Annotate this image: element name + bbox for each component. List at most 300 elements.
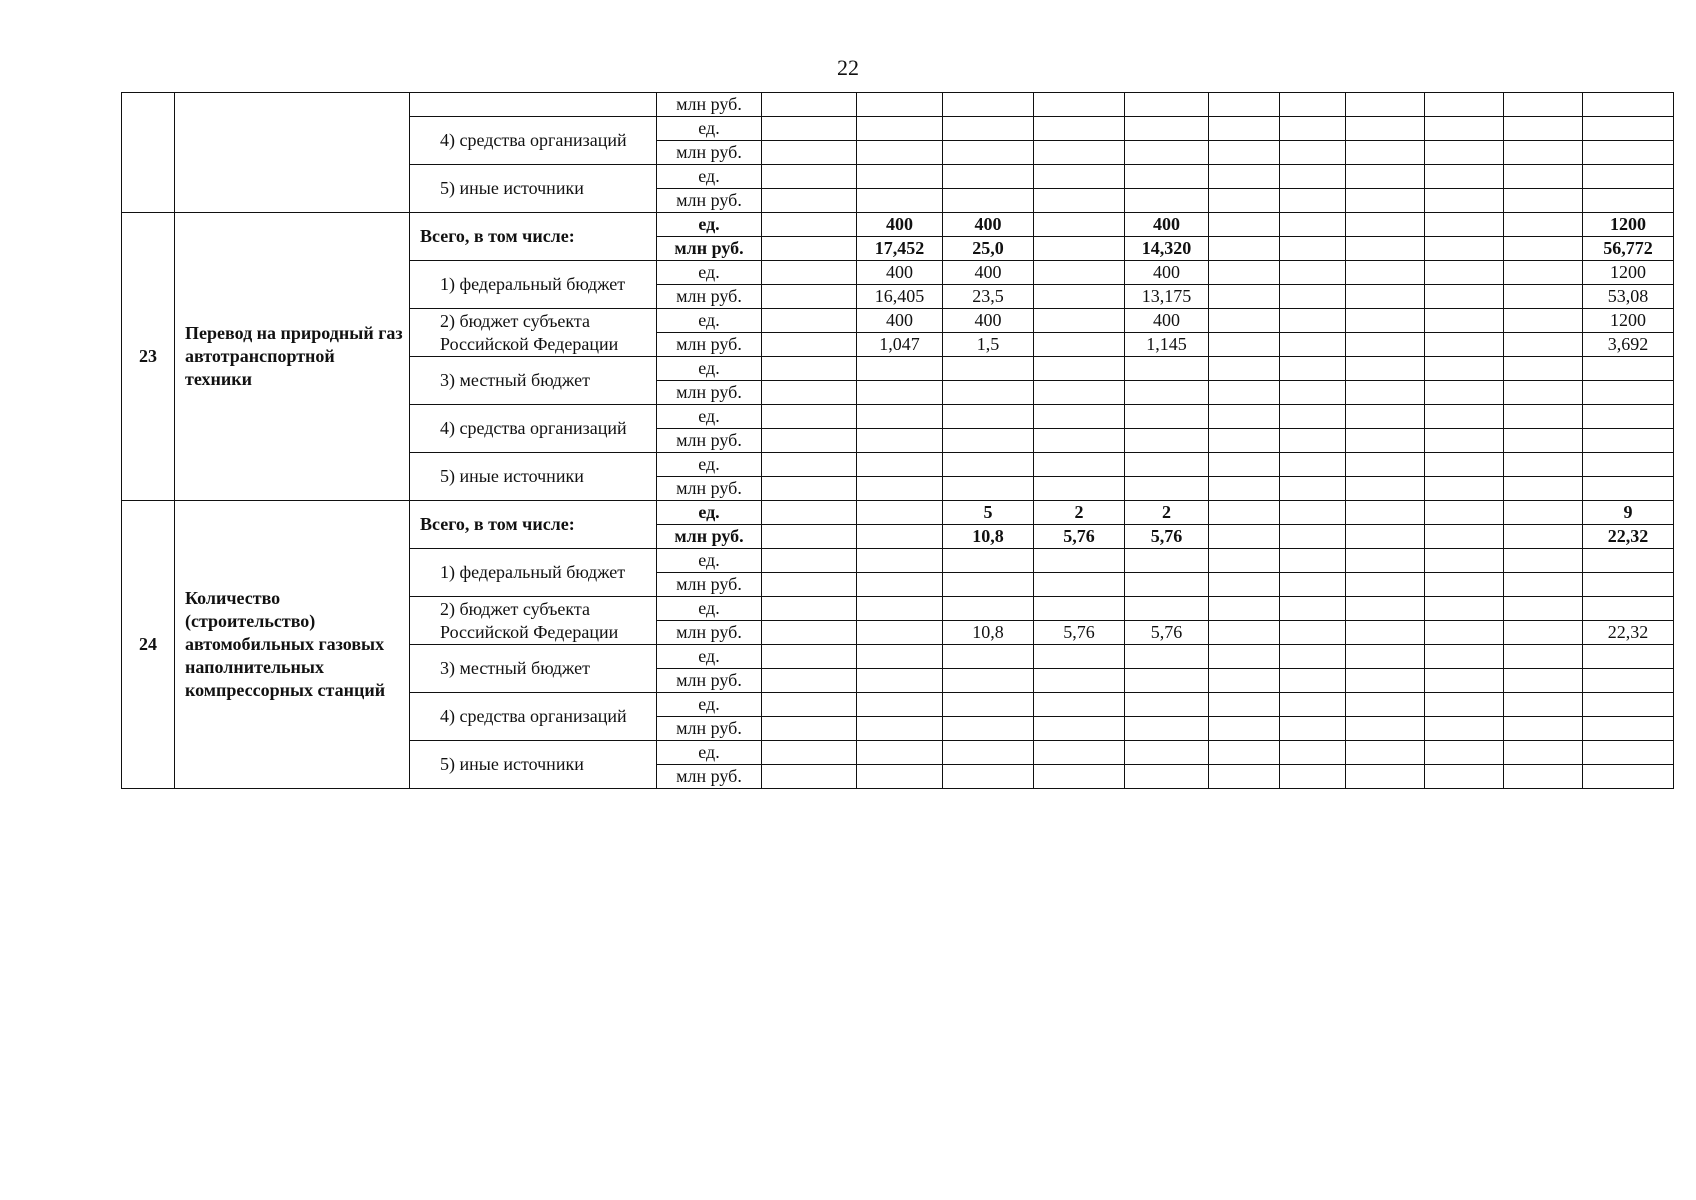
unit-cell: млн руб. <box>657 237 762 261</box>
value-cell <box>1504 621 1583 645</box>
value-cell <box>1346 669 1425 693</box>
unit-cell: ед. <box>657 309 762 333</box>
value-cell <box>1125 669 1209 693</box>
value-cell <box>1583 93 1674 117</box>
value-cell <box>1209 765 1280 789</box>
value-cell <box>1425 285 1504 309</box>
value-cell <box>1280 741 1346 765</box>
source-cell <box>410 117 657 165</box>
value-cell: 22,32 <box>1583 525 1674 549</box>
value-cell <box>1504 333 1583 357</box>
value-cell <box>1346 645 1425 669</box>
value-cell <box>1125 453 1209 477</box>
value-cell <box>1034 573 1125 597</box>
value-cell <box>1209 573 1280 597</box>
value-cell <box>1125 765 1209 789</box>
value-cell <box>1280 165 1346 189</box>
value-cell <box>762 309 857 333</box>
value-cell <box>1125 405 1209 429</box>
table-row <box>122 213 1674 237</box>
value-cell: 5 <box>943 501 1034 525</box>
value-cell <box>1504 477 1583 501</box>
value-cell <box>943 93 1034 117</box>
value-cell <box>1034 285 1125 309</box>
value-cell <box>762 717 857 741</box>
value-cell <box>857 429 943 453</box>
value-cell <box>1346 501 1425 525</box>
value-cell <box>1280 285 1346 309</box>
value-cell <box>1346 237 1425 261</box>
value-cell <box>1425 381 1504 405</box>
source-cell <box>410 693 657 741</box>
value-cell <box>762 453 857 477</box>
value-cell <box>1504 669 1583 693</box>
value-cell <box>762 141 857 165</box>
unit-cell: млн руб. <box>657 525 762 549</box>
value-cell: 17,452 <box>857 237 943 261</box>
source-cell <box>410 549 657 597</box>
value-cell <box>1425 765 1504 789</box>
value-cell <box>943 429 1034 453</box>
value-cell <box>857 93 943 117</box>
value-cell <box>1209 117 1280 141</box>
source-cell <box>410 309 657 357</box>
value-cell <box>1034 381 1125 405</box>
value-cell <box>1346 261 1425 285</box>
value-cell <box>857 141 943 165</box>
value-cell <box>1034 765 1125 789</box>
unit-cell: ед. <box>657 405 762 429</box>
value-cell <box>762 93 857 117</box>
value-cell <box>1280 549 1346 573</box>
source-label: 4) средства организаций <box>440 706 627 726</box>
value-cell <box>1034 93 1125 117</box>
unit-cell: ед. <box>657 165 762 189</box>
value-cell <box>1209 477 1280 501</box>
value-cell <box>1034 309 1125 333</box>
value-cell <box>1280 333 1346 357</box>
value-cell <box>1504 549 1583 573</box>
value-cell <box>1583 357 1674 381</box>
funding-table <box>121 92 1674 789</box>
value-cell <box>1034 117 1125 141</box>
value-cell <box>1280 189 1346 213</box>
value-cell <box>1280 117 1346 141</box>
unit-cell: млн руб. <box>657 765 762 789</box>
value-cell <box>1425 597 1504 621</box>
value-cell <box>943 405 1034 429</box>
value-cell <box>1280 501 1346 525</box>
value-cell <box>1583 645 1674 669</box>
value-cell <box>943 141 1034 165</box>
value-cell <box>1583 477 1674 501</box>
value-cell <box>1504 645 1583 669</box>
value-cell <box>762 333 857 357</box>
value-cell <box>943 357 1034 381</box>
value-cell <box>1583 741 1674 765</box>
value-cell <box>1125 693 1209 717</box>
value-cell <box>1209 189 1280 213</box>
source-cell <box>410 261 657 309</box>
value-cell <box>1280 717 1346 741</box>
value-cell <box>1425 189 1504 213</box>
value-cell <box>1583 381 1674 405</box>
source-label: 4) средства организаций <box>440 418 627 438</box>
value-cell <box>1280 645 1346 669</box>
value-cell <box>762 165 857 189</box>
value-cell: 22,32 <box>1583 621 1674 645</box>
value-cell <box>762 429 857 453</box>
value-cell <box>1280 525 1346 549</box>
source-cell <box>410 597 657 645</box>
source-label: Всего, в том числе: <box>420 514 575 534</box>
value-cell <box>1125 117 1209 141</box>
value-cell <box>943 165 1034 189</box>
value-cell: 400 <box>857 213 943 237</box>
value-cell: 5,76 <box>1125 525 1209 549</box>
value-cell <box>762 477 857 501</box>
value-cell <box>1425 429 1504 453</box>
value-cell <box>1504 741 1583 765</box>
value-cell <box>1425 477 1504 501</box>
value-cell <box>1034 717 1125 741</box>
source-label: 5) иные источники <box>440 754 584 774</box>
value-cell <box>1209 645 1280 669</box>
value-cell <box>1346 525 1425 549</box>
value-cell <box>1280 237 1346 261</box>
value-cell <box>1504 117 1583 141</box>
value-cell <box>1346 621 1425 645</box>
value-cell <box>857 453 943 477</box>
row-title-cell: Количество (строительство) автомобильных газовых наполнительных компрессорных станций <box>175 501 410 789</box>
value-cell <box>1280 693 1346 717</box>
value-cell: 16,405 <box>857 285 943 309</box>
value-cell: 400 <box>1125 261 1209 285</box>
value-cell <box>1125 381 1209 405</box>
value-cell <box>1125 93 1209 117</box>
value-cell <box>1425 309 1504 333</box>
value-cell <box>762 525 857 549</box>
unit-cell: ед. <box>657 453 762 477</box>
value-cell <box>762 213 857 237</box>
value-cell <box>1425 525 1504 549</box>
source-label: 5) иные источники <box>440 466 584 486</box>
value-cell <box>1280 597 1346 621</box>
value-cell <box>1209 213 1280 237</box>
value-cell <box>1209 309 1280 333</box>
value-cell <box>762 621 857 645</box>
value-cell <box>1209 261 1280 285</box>
value-cell <box>943 573 1034 597</box>
value-cell <box>1583 549 1674 573</box>
value-cell <box>857 381 943 405</box>
value-cell <box>1209 429 1280 453</box>
value-cell <box>857 717 943 741</box>
value-cell <box>762 549 857 573</box>
value-cell <box>943 765 1034 789</box>
value-cell <box>762 381 857 405</box>
value-cell <box>943 477 1034 501</box>
unit-cell: млн руб. <box>657 717 762 741</box>
value-cell <box>1125 573 1209 597</box>
value-cell <box>1504 93 1583 117</box>
value-cell: 400 <box>943 261 1034 285</box>
value-cell <box>1425 453 1504 477</box>
value-cell: 1,047 <box>857 333 943 357</box>
value-cell <box>943 693 1034 717</box>
value-cell: 400 <box>857 309 943 333</box>
value-cell: 13,175 <box>1125 285 1209 309</box>
value-cell <box>1034 741 1125 765</box>
value-cell <box>1425 117 1504 141</box>
source-label: 1) федеральный бюджет <box>440 562 626 582</box>
value-cell <box>857 165 943 189</box>
source-cell <box>410 165 657 213</box>
value-cell <box>1583 717 1674 741</box>
value-cell <box>857 573 943 597</box>
value-cell <box>1209 453 1280 477</box>
value-cell <box>1425 333 1504 357</box>
value-cell <box>1425 549 1504 573</box>
value-cell <box>1034 645 1125 669</box>
value-cell <box>1504 381 1583 405</box>
value-cell <box>1209 549 1280 573</box>
value-cell <box>1504 717 1583 741</box>
value-cell <box>1583 117 1674 141</box>
value-cell <box>1280 453 1346 477</box>
unit-cell: млн руб. <box>657 333 762 357</box>
value-cell <box>1034 405 1125 429</box>
value-cell <box>1346 429 1425 453</box>
value-cell <box>857 357 943 381</box>
value-cell <box>943 669 1034 693</box>
value-cell <box>1125 645 1209 669</box>
unit-cell: млн руб. <box>657 477 762 501</box>
value-cell <box>857 549 943 573</box>
value-cell <box>1034 597 1125 621</box>
value-cell <box>943 381 1034 405</box>
unit-cell: млн руб. <box>657 189 762 213</box>
value-cell <box>1504 165 1583 189</box>
value-cell <box>1583 453 1674 477</box>
source-cell <box>410 213 657 261</box>
row-number-cell <box>122 93 175 213</box>
value-cell <box>1209 525 1280 549</box>
value-cell <box>1280 405 1346 429</box>
value-cell <box>1034 357 1125 381</box>
value-cell <box>1034 477 1125 501</box>
value-cell <box>1209 285 1280 309</box>
unit-cell: ед. <box>657 693 762 717</box>
value-cell <box>1209 741 1280 765</box>
value-cell <box>1346 117 1425 141</box>
value-cell <box>1425 669 1504 693</box>
value-cell <box>1583 189 1674 213</box>
value-cell <box>1425 501 1504 525</box>
value-cell: 2 <box>1034 501 1125 525</box>
value-cell: 5,76 <box>1034 525 1125 549</box>
row-title-cell: Перевод на природный газ автотранспортной техники <box>175 213 410 501</box>
value-cell <box>1209 93 1280 117</box>
value-cell <box>1034 213 1125 237</box>
value-cell <box>1034 333 1125 357</box>
table-body <box>122 93 1674 789</box>
value-cell <box>1425 357 1504 381</box>
unit-cell: ед. <box>657 597 762 621</box>
value-cell <box>1125 165 1209 189</box>
value-cell <box>1209 597 1280 621</box>
value-cell <box>1346 357 1425 381</box>
value-cell <box>762 357 857 381</box>
value-cell: 1,145 <box>1125 333 1209 357</box>
value-cell <box>1280 93 1346 117</box>
value-cell <box>1034 141 1125 165</box>
value-cell <box>1504 213 1583 237</box>
value-cell <box>1583 165 1674 189</box>
value-cell <box>1504 693 1583 717</box>
value-cell <box>762 597 857 621</box>
value-cell: 1200 <box>1583 261 1674 285</box>
value-cell <box>1504 357 1583 381</box>
unit-cell: млн руб. <box>657 381 762 405</box>
value-cell <box>1346 741 1425 765</box>
value-cell <box>1346 405 1425 429</box>
value-cell <box>762 645 857 669</box>
unit-cell: млн руб. <box>657 93 762 117</box>
value-cell <box>1209 381 1280 405</box>
value-cell: 14,320 <box>1125 237 1209 261</box>
value-cell <box>1125 477 1209 501</box>
value-cell <box>1425 405 1504 429</box>
value-cell <box>762 261 857 285</box>
unit-cell: млн руб. <box>657 669 762 693</box>
value-cell <box>1425 213 1504 237</box>
unit-cell: ед. <box>657 501 762 525</box>
value-cell <box>1280 573 1346 597</box>
value-cell <box>762 117 857 141</box>
value-cell <box>1125 717 1209 741</box>
unit-cell: ед. <box>657 117 762 141</box>
value-cell <box>857 693 943 717</box>
value-cell: 5,76 <box>1034 621 1125 645</box>
unit-cell: ед. <box>657 741 762 765</box>
table-row <box>122 93 1674 117</box>
value-cell <box>943 453 1034 477</box>
value-cell <box>1280 213 1346 237</box>
value-cell <box>1504 501 1583 525</box>
value-cell <box>1425 141 1504 165</box>
value-cell <box>1280 477 1346 501</box>
value-cell <box>1346 285 1425 309</box>
unit-cell: млн руб. <box>657 285 762 309</box>
source-label: 1) федеральный бюджет <box>440 274 626 294</box>
value-cell <box>1280 141 1346 165</box>
value-cell <box>943 549 1034 573</box>
value-cell <box>1425 717 1504 741</box>
value-cell <box>1504 573 1583 597</box>
value-cell: 1,5 <box>943 333 1034 357</box>
value-cell: 400 <box>1125 309 1209 333</box>
value-cell <box>1034 669 1125 693</box>
value-cell: 56,772 <box>1583 237 1674 261</box>
value-cell <box>1504 453 1583 477</box>
value-cell <box>1034 693 1125 717</box>
value-cell <box>1583 669 1674 693</box>
value-cell <box>1583 573 1674 597</box>
source-cell <box>410 501 657 549</box>
value-cell: 5,76 <box>1125 621 1209 645</box>
value-cell: 10,8 <box>943 621 1034 645</box>
value-cell: 23,5 <box>943 285 1034 309</box>
value-cell <box>1425 237 1504 261</box>
value-cell <box>943 717 1034 741</box>
value-cell <box>1125 549 1209 573</box>
value-cell: 1200 <box>1583 309 1674 333</box>
value-cell <box>762 741 857 765</box>
value-cell <box>943 741 1034 765</box>
value-cell <box>1034 549 1125 573</box>
value-cell <box>1346 453 1425 477</box>
source-cell <box>410 741 657 789</box>
value-cell <box>857 669 943 693</box>
value-cell <box>1034 429 1125 453</box>
value-cell: 10,8 <box>943 525 1034 549</box>
source-label: Всего, в том числе: <box>420 226 575 246</box>
row-title-cell <box>175 93 410 213</box>
value-cell <box>1425 165 1504 189</box>
value-cell <box>857 645 943 669</box>
value-cell <box>1209 165 1280 189</box>
source-cell <box>410 357 657 405</box>
value-cell <box>1504 597 1583 621</box>
value-cell <box>1425 741 1504 765</box>
value-cell: 3,692 <box>1583 333 1674 357</box>
value-cell <box>1280 309 1346 333</box>
value-cell <box>1280 261 1346 285</box>
value-cell <box>1125 741 1209 765</box>
value-cell <box>1425 693 1504 717</box>
value-cell <box>943 597 1034 621</box>
value-cell <box>1583 597 1674 621</box>
value-cell <box>1425 261 1504 285</box>
source-label: 4) средства организаций <box>440 130 627 150</box>
value-cell <box>1280 765 1346 789</box>
value-cell <box>1583 693 1674 717</box>
value-cell: 400 <box>943 309 1034 333</box>
value-cell <box>857 597 943 621</box>
value-cell <box>1504 285 1583 309</box>
source-cell <box>410 645 657 693</box>
value-cell <box>1280 381 1346 405</box>
value-cell <box>1346 597 1425 621</box>
value-cell <box>1034 237 1125 261</box>
value-cell <box>1034 261 1125 285</box>
value-cell <box>1346 141 1425 165</box>
unit-cell: ед. <box>657 213 762 237</box>
value-cell <box>1280 621 1346 645</box>
source-cell <box>410 405 657 453</box>
value-cell <box>857 405 943 429</box>
value-cell <box>857 765 943 789</box>
value-cell: 400 <box>943 213 1034 237</box>
value-cell <box>1346 189 1425 213</box>
value-cell <box>1346 477 1425 501</box>
value-cell <box>1209 501 1280 525</box>
value-cell <box>762 285 857 309</box>
value-cell <box>762 669 857 693</box>
value-cell <box>857 525 943 549</box>
source-label: 3) местный бюджет <box>440 370 590 390</box>
